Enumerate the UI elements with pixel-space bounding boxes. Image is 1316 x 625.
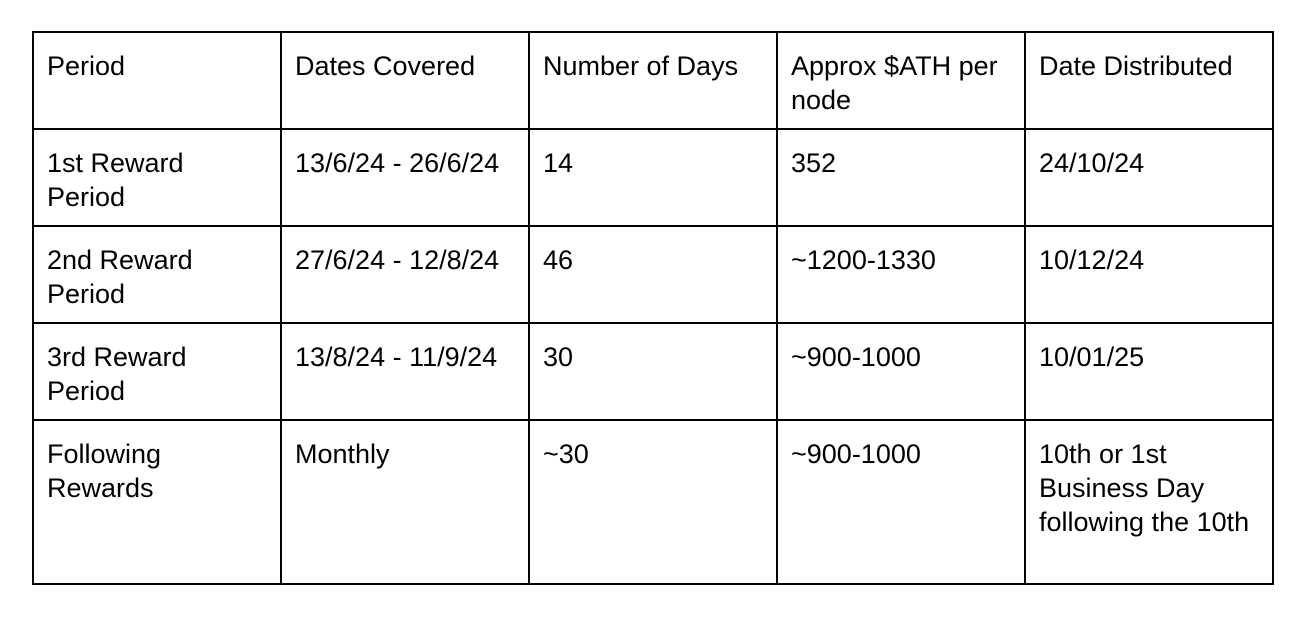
table-cell: 13/8/24 - 11/9/24 [281, 323, 529, 420]
table-cell: 10th or 1st Business Day following the 10th [1025, 420, 1273, 584]
table-cell: 24/10/24 [1025, 129, 1273, 226]
table-cell: 13/6/24 - 26/6/24 [281, 129, 529, 226]
table-cell: 30 [529, 323, 777, 420]
table-cell: Following Rewards [33, 420, 281, 584]
table-cell: 27/6/24 - 12/8/24 [281, 226, 529, 323]
header-period: Period [33, 32, 281, 129]
table-cell: 10/01/25 [1025, 323, 1273, 420]
table-row [33, 129, 1273, 226]
rewards-table [32, 31, 1274, 585]
table-cell: ~30 [529, 420, 777, 584]
header-date-distributed: Date Distributed [1025, 32, 1273, 129]
table-cell: 2nd Reward Period [33, 226, 281, 323]
table-row [33, 420, 1273, 584]
table-row [33, 226, 1273, 323]
header-number-of-days: Number of Days [529, 32, 777, 129]
table-cell: Monthly [281, 420, 529, 584]
header-approx-ath-per-node: Approx $ATH per node [777, 32, 1025, 129]
header-dates-covered: Dates Covered [281, 32, 529, 129]
table-cell: 14 [529, 129, 777, 226]
table-cell: ~1200-1330 [777, 226, 1025, 323]
table-cell: 352 [777, 129, 1025, 226]
table-cell: ~900-1000 [777, 420, 1025, 584]
table-cell: 1st Reward Period [33, 129, 281, 226]
table-cell: 3rd Reward Period [33, 323, 281, 420]
table-cell: 10/12/24 [1025, 226, 1273, 323]
table-cell: ~900-1000 [777, 323, 1025, 420]
table-cell: 46 [529, 226, 777, 323]
table-row [33, 323, 1273, 420]
table-header-row [33, 32, 1273, 129]
